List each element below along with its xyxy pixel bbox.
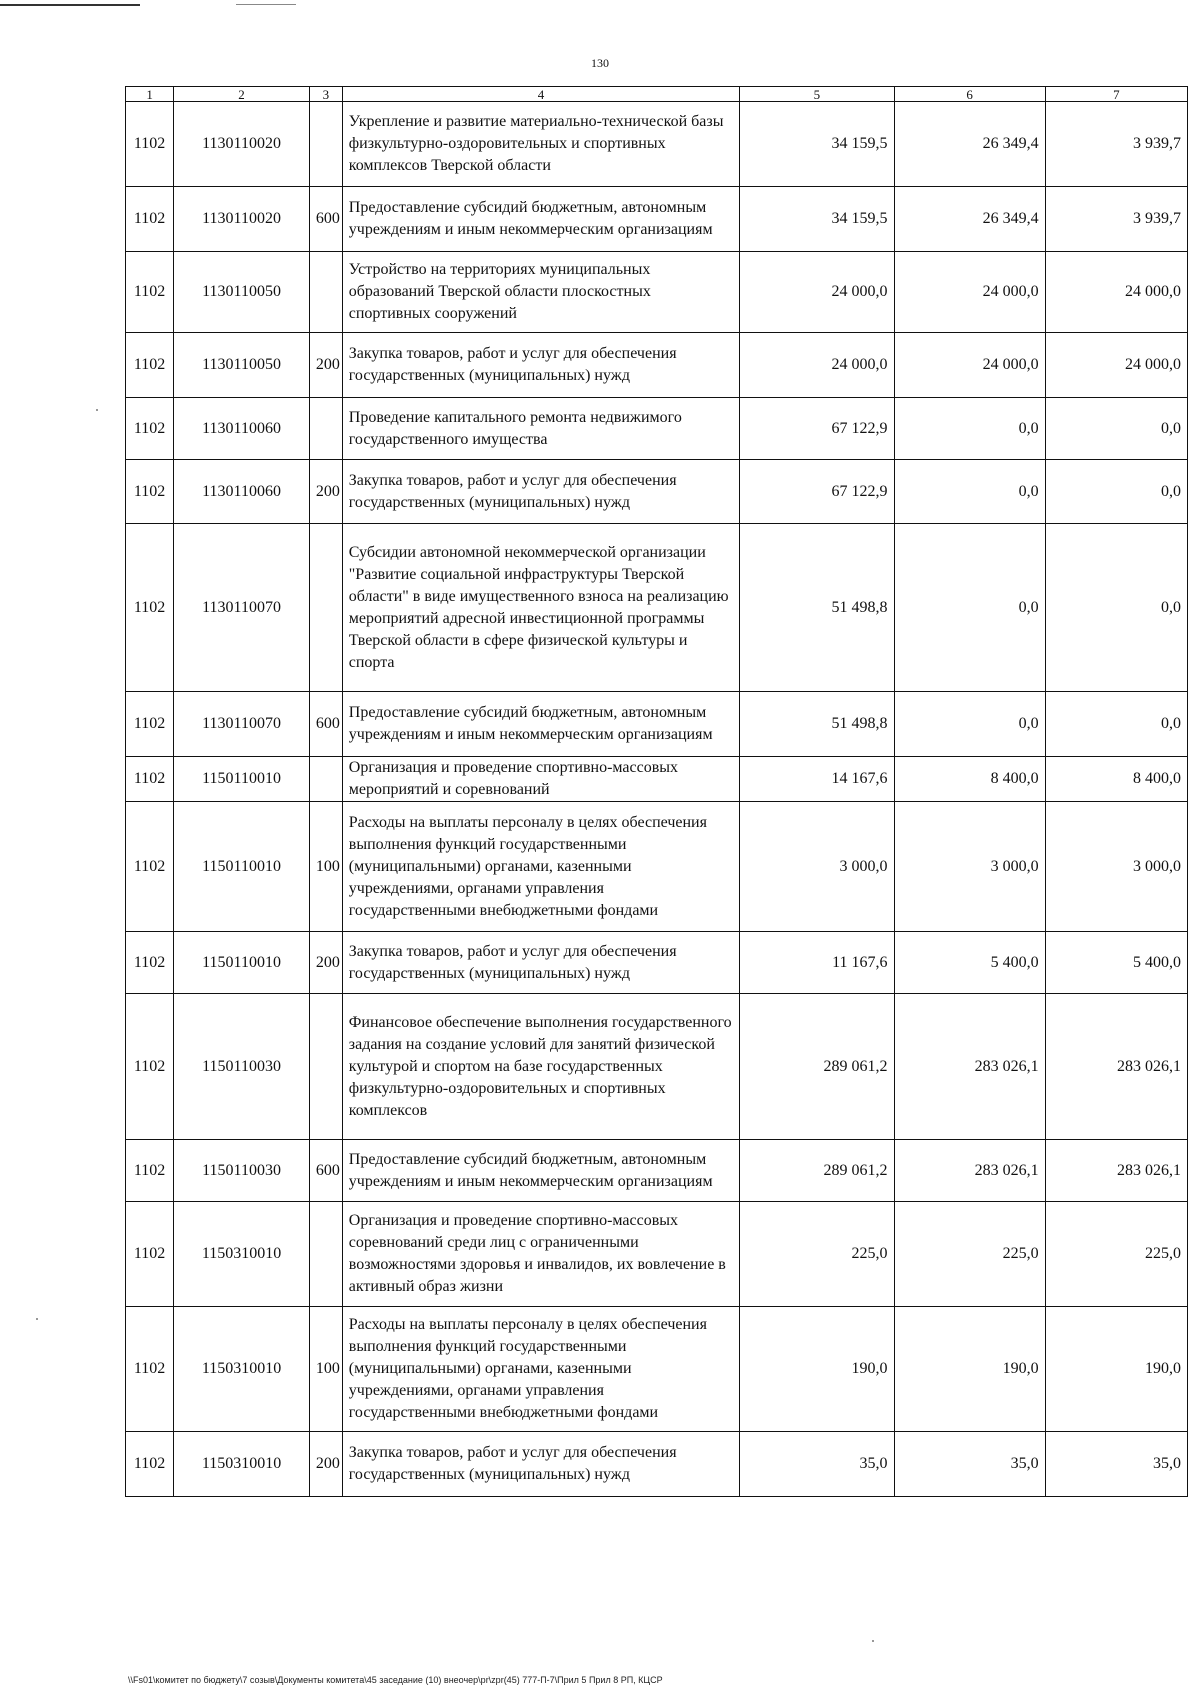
target-code-cell: 1150110030 bbox=[174, 1140, 310, 1202]
target-code-cell: 1130110050 bbox=[174, 252, 310, 333]
table-row bbox=[126, 398, 1188, 460]
value-col6-cell: 24 000,0 bbox=[894, 333, 1045, 398]
value-col5-cell: 35,0 bbox=[740, 1432, 894, 1497]
table-row bbox=[126, 333, 1188, 398]
value-col5-cell: 34 159,5 bbox=[740, 102, 894, 187]
section-cell: 1102 bbox=[126, 102, 174, 187]
target-code-cell: 1130110020 bbox=[174, 187, 310, 252]
expense-type-cell: 100 bbox=[309, 802, 342, 932]
value-col5-cell: 11 167,6 bbox=[740, 932, 894, 994]
value-col5-cell: 289 061,2 bbox=[740, 994, 894, 1140]
value-col6-cell: 0,0 bbox=[894, 460, 1045, 524]
item-name-cell: Расходы на выплаты персоналу в целях обеспечения выполнения функций государственными (муниципальными) органами, казенными учреждениями, органами управления государственными внебюджетными фондами bbox=[342, 802, 739, 932]
header-cell-4: 4 bbox=[342, 87, 739, 102]
section-cell: 1102 bbox=[126, 1307, 174, 1432]
section-cell: 1102 bbox=[126, 1140, 174, 1202]
section-cell: 1102 bbox=[126, 333, 174, 398]
value-col6-cell: 35,0 bbox=[894, 1432, 1045, 1497]
value-col5-cell: 51 498,8 bbox=[740, 524, 894, 692]
value-col5-cell: 34 159,5 bbox=[740, 187, 894, 252]
section-cell: 1102 bbox=[126, 524, 174, 692]
section-cell: 1102 bbox=[126, 252, 174, 333]
item-name-cell: Закупка товаров, работ и услуг для обеспечения государственных (муниципальных) нужд bbox=[342, 932, 739, 994]
scan-artifact-line bbox=[0, 4, 140, 6]
value-col5-cell: 3 000,0 bbox=[740, 802, 894, 932]
target-code-cell: 1150310010 bbox=[174, 1307, 310, 1432]
item-name-cell: Проведение капитального ремонта недвижимого государственного имущества bbox=[342, 398, 739, 460]
expense-type-cell bbox=[309, 252, 342, 333]
value-col7-cell: 3 000,0 bbox=[1045, 802, 1187, 932]
value-col7-cell: 283 026,1 bbox=[1045, 994, 1187, 1140]
footer-file-path: \\Fs01\комитет по бюджету\7 созыв\Документы комитета\45 заседание (10) внеочер\pr\zpr(45) 777-П-7\Прил 5 Прил 8 РП, КЦСР bbox=[128, 1675, 663, 1685]
table-row bbox=[126, 1307, 1188, 1432]
section-cell: 1102 bbox=[126, 994, 174, 1140]
target-code-cell: 1130110070 bbox=[174, 524, 310, 692]
table-row bbox=[126, 802, 1188, 932]
expense-type-cell bbox=[309, 757, 342, 802]
table-row bbox=[126, 1202, 1188, 1307]
value-col7-cell: 283 026,1 bbox=[1045, 1140, 1187, 1202]
target-code-cell: 1130110070 bbox=[174, 692, 310, 757]
section-cell: 1102 bbox=[126, 802, 174, 932]
target-code-cell: 1150110030 bbox=[174, 994, 310, 1140]
item-name-cell: Организация и проведение спортивно-массовых соревнований среди лиц с ограниченными возможностями здоровья и инвалидов, их вовлечение в активный образ жизни bbox=[342, 1202, 739, 1307]
scan-artifact-line bbox=[236, 4, 296, 5]
item-name-cell: Предоставление субсидий бюджетным, автономным учреждениям и иным некоммерческим организациям bbox=[342, 1140, 739, 1202]
item-name-cell: Расходы на выплаты персоналу в целях обеспечения выполнения функций государственными (муниципальными) органами, казенными учреждениями, органами управления государственными внебюджетными фондами bbox=[342, 1307, 739, 1432]
value-col6-cell: 3 000,0 bbox=[894, 802, 1045, 932]
header-cell-5: 5 bbox=[740, 87, 894, 102]
header-cell-6: 6 bbox=[894, 87, 1045, 102]
value-col6-cell: 225,0 bbox=[894, 1202, 1045, 1307]
section-cell: 1102 bbox=[126, 1202, 174, 1307]
value-col5-cell: 67 122,9 bbox=[740, 398, 894, 460]
item-name-cell: Закупка товаров, работ и услуг для обеспечения государственных (муниципальных) нужд bbox=[342, 1432, 739, 1497]
expense-type-cell: 200 bbox=[309, 460, 342, 524]
value-col6-cell: 26 349,4 bbox=[894, 102, 1045, 187]
target-code-cell: 1150110010 bbox=[174, 802, 310, 932]
expense-type-cell bbox=[309, 1202, 342, 1307]
expense-type-cell bbox=[309, 524, 342, 692]
table-row bbox=[126, 1140, 1188, 1202]
table-row bbox=[126, 994, 1188, 1140]
target-code-cell: 1150310010 bbox=[174, 1202, 310, 1307]
value-col6-cell: 190,0 bbox=[894, 1307, 1045, 1432]
value-col5-cell: 67 122,9 bbox=[740, 460, 894, 524]
item-name-cell: Организация и проведение спортивно-массовых мероприятий и соревнований bbox=[342, 757, 739, 802]
value-col6-cell: 0,0 bbox=[894, 692, 1045, 757]
header-row bbox=[126, 87, 1188, 102]
expense-type-cell: 200 bbox=[309, 1432, 342, 1497]
value-col7-cell: 0,0 bbox=[1045, 398, 1187, 460]
section-cell: 1102 bbox=[126, 692, 174, 757]
section-cell: 1102 bbox=[126, 460, 174, 524]
scan-speck bbox=[36, 1318, 38, 1320]
item-name-cell: Финансовое обеспечение выполнения государственного задания на создание условий для занятий физической культурой и спортом на базе государственных физкультурно-оздоровительных и спортивных комплексов bbox=[342, 994, 739, 1140]
table-row bbox=[126, 524, 1188, 692]
table-row bbox=[126, 460, 1188, 524]
value-col7-cell: 0,0 bbox=[1045, 524, 1187, 692]
value-col7-cell: 0,0 bbox=[1045, 692, 1187, 757]
section-cell: 1102 bbox=[126, 398, 174, 460]
value-col7-cell: 3 939,7 bbox=[1045, 187, 1187, 252]
value-col7-cell: 24 000,0 bbox=[1045, 333, 1187, 398]
value-col6-cell: 8 400,0 bbox=[894, 757, 1045, 802]
value-col6-cell: 5 400,0 bbox=[894, 932, 1045, 994]
expense-type-cell: 200 bbox=[309, 333, 342, 398]
section-cell: 1102 bbox=[126, 757, 174, 802]
target-code-cell: 1130110020 bbox=[174, 102, 310, 187]
table-row bbox=[126, 187, 1188, 252]
value-col7-cell: 35,0 bbox=[1045, 1432, 1187, 1497]
value-col7-cell: 0,0 bbox=[1045, 460, 1187, 524]
value-col6-cell: 26 349,4 bbox=[894, 187, 1045, 252]
table-row bbox=[126, 102, 1188, 187]
header-cell-3: 3 bbox=[309, 87, 342, 102]
target-code-cell: 1130110060 bbox=[174, 460, 310, 524]
value-col6-cell: 0,0 bbox=[894, 398, 1045, 460]
value-col7-cell: 5 400,0 bbox=[1045, 932, 1187, 994]
value-col5-cell: 51 498,8 bbox=[740, 692, 894, 757]
section-cell: 1102 bbox=[126, 1432, 174, 1497]
value-col7-cell: 3 939,7 bbox=[1045, 102, 1187, 187]
page-number: 130 bbox=[591, 56, 609, 70]
expense-type-cell bbox=[309, 398, 342, 460]
item-name-cell: Закупка товаров, работ и услуг для обеспечения государственных (муниципальных) нужд bbox=[342, 333, 739, 398]
header-cell-1: 1 bbox=[126, 87, 174, 102]
value-col6-cell: 283 026,1 bbox=[894, 1140, 1045, 1202]
value-col7-cell: 225,0 bbox=[1045, 1202, 1187, 1307]
item-name-cell: Закупка товаров, работ и услуг для обеспечения государственных (муниципальных) нужд bbox=[342, 460, 739, 524]
target-code-cell: 1130110050 bbox=[174, 333, 310, 398]
header-cell-2: 2 bbox=[174, 87, 310, 102]
target-code-cell: 1150310010 bbox=[174, 1432, 310, 1497]
expense-type-cell bbox=[309, 994, 342, 1140]
section-cell: 1102 bbox=[126, 932, 174, 994]
item-name-cell: Укрепление и развитие материально-технической базы физкультурно-оздоровительных и спортивных комплексов Тверской области bbox=[342, 102, 739, 187]
table-row bbox=[126, 252, 1188, 333]
table-row bbox=[126, 932, 1188, 994]
target-code-cell: 1130110060 bbox=[174, 398, 310, 460]
value-col7-cell: 24 000,0 bbox=[1045, 252, 1187, 333]
value-col6-cell: 283 026,1 bbox=[894, 994, 1045, 1140]
expense-type-cell: 600 bbox=[309, 692, 342, 757]
expense-type-cell: 600 bbox=[309, 187, 342, 252]
table-row bbox=[126, 1432, 1188, 1497]
value-col5-cell: 24 000,0 bbox=[740, 333, 894, 398]
expense-type-cell bbox=[309, 102, 342, 187]
expense-type-cell: 100 bbox=[309, 1307, 342, 1432]
target-code-cell: 1150110010 bbox=[174, 757, 310, 802]
value-col6-cell: 24 000,0 bbox=[894, 252, 1045, 333]
table-row bbox=[126, 692, 1188, 757]
table-row bbox=[126, 757, 1188, 802]
value-col6-cell: 0,0 bbox=[894, 524, 1045, 692]
item-name-cell: Устройство на территориях муниципальных образований Тверской области плоскостных спортивных сооружений bbox=[342, 252, 739, 333]
value-col5-cell: 14 167,6 bbox=[740, 757, 894, 802]
scan-speck bbox=[872, 1640, 874, 1642]
item-name-cell: Субсидии автономной некоммерческой организации "Развитие социальной инфраструктуры Тверской области" в виде имущественного взноса на реализацию мероприятий адресной инвестиционной программы Тверской области в сфере физической культуры и спорта bbox=[342, 524, 739, 692]
value-col5-cell: 24 000,0 bbox=[740, 252, 894, 333]
value-col5-cell: 225,0 bbox=[740, 1202, 894, 1307]
target-code-cell: 1150110010 bbox=[174, 932, 310, 994]
scan-speck bbox=[96, 409, 98, 411]
expense-type-cell: 200 bbox=[309, 932, 342, 994]
header-cell-7: 7 bbox=[1045, 87, 1187, 102]
section-cell: 1102 bbox=[126, 187, 174, 252]
value-col7-cell: 8 400,0 bbox=[1045, 757, 1187, 802]
budget-table bbox=[125, 86, 1188, 1497]
value-col7-cell: 190,0 bbox=[1045, 1307, 1187, 1432]
item-name-cell: Предоставление субсидий бюджетным, автономным учреждениям и иным некоммерческим организациям bbox=[342, 187, 739, 252]
value-col5-cell: 289 061,2 bbox=[740, 1140, 894, 1202]
value-col5-cell: 190,0 bbox=[740, 1307, 894, 1432]
item-name-cell: Предоставление субсидий бюджетным, автономным учреждениям и иным некоммерческим организациям bbox=[342, 692, 739, 757]
expense-type-cell: 600 bbox=[309, 1140, 342, 1202]
